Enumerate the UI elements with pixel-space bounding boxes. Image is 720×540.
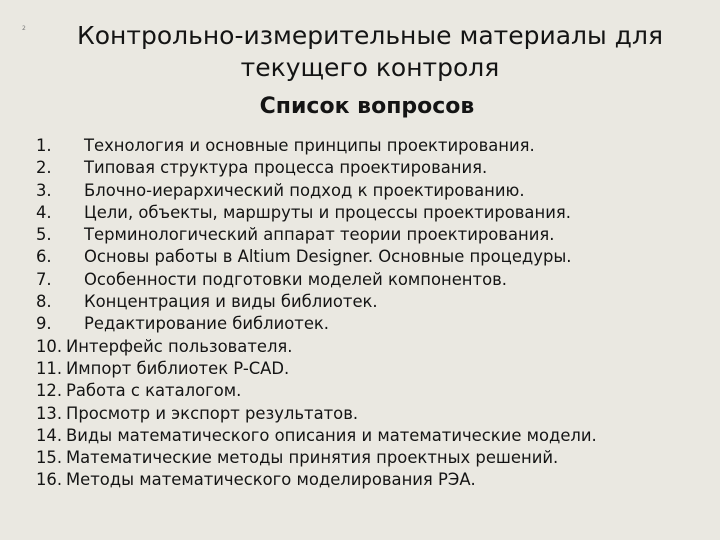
question-text: Импорт библиотек P-CAD. (66, 358, 290, 378)
question-item (36, 380, 708, 402)
question-number: 12. (36, 381, 63, 401)
question-item (36, 336, 708, 358)
question-text: Работа с каталогом. (66, 381, 242, 401)
question-item (36, 135, 708, 157)
question-text: Виды математического описания и математические модели. (66, 425, 597, 445)
question-number: 7. (36, 269, 52, 289)
question-text: Интерфейс пользователя. (66, 336, 293, 356)
question-number: 9. (36, 314, 52, 334)
question-item (36, 246, 708, 268)
question-number: 2. (36, 158, 52, 178)
question-number: 5. (36, 225, 52, 245)
question-text: Блочно-иерархический подход к проектированию. (84, 180, 525, 200)
question-item (36, 469, 708, 491)
slide-title: Контрольно-измерительные материалы для текущего контроля (77, 21, 663, 82)
question-text: Математические методы принятия проектных решений. (66, 448, 559, 468)
question-number: 11. (36, 358, 63, 378)
question-list (36, 135, 708, 492)
slide-subtitle: Список вопросов (259, 94, 475, 119)
question-item (36, 358, 708, 380)
question-text: Концентрация и виды библиотек. (84, 292, 378, 312)
question-number: 8. (36, 292, 52, 312)
question-item (36, 202, 708, 224)
question-text: Цели, объекты, маршруты и процессы проектирования. (84, 202, 571, 222)
question-text: Основы работы в Altium Designer. Основные процедуры. (84, 247, 572, 267)
question-item (36, 224, 708, 246)
question-text: Редактирование библиотек. (84, 314, 330, 334)
question-number: 16. (36, 470, 63, 490)
question-item (36, 291, 708, 313)
question-text: Технология и основные принципы проектирования. (84, 136, 535, 155)
question-text: Особенности подготовки моделей компонентов. (84, 269, 507, 289)
question-text: Просмотр и экспорт результатов. (66, 403, 359, 423)
question-number: 13. (36, 403, 63, 423)
question-number: 3. (36, 180, 52, 200)
question-text: Терминологический аппарат теории проектирования. (84, 225, 555, 245)
question-number: 6. (36, 247, 52, 267)
question-item (36, 269, 708, 291)
question-item (36, 313, 708, 335)
question-text: Методы математического моделирования РЭА. (66, 470, 476, 490)
question-item (36, 403, 708, 425)
question-text: Типовая структура процесса проектирования. (84, 158, 488, 178)
corner-mark: 2 (22, 25, 26, 32)
question-number: 1. (36, 136, 52, 155)
question-item (36, 157, 708, 179)
question-item (36, 447, 708, 469)
question-number: 4. (36, 202, 52, 222)
question-number: 15. (36, 448, 63, 468)
question-number: 10. (36, 336, 63, 356)
question-number: 14. (36, 425, 63, 445)
question-item (36, 425, 708, 447)
question-item (36, 180, 708, 202)
